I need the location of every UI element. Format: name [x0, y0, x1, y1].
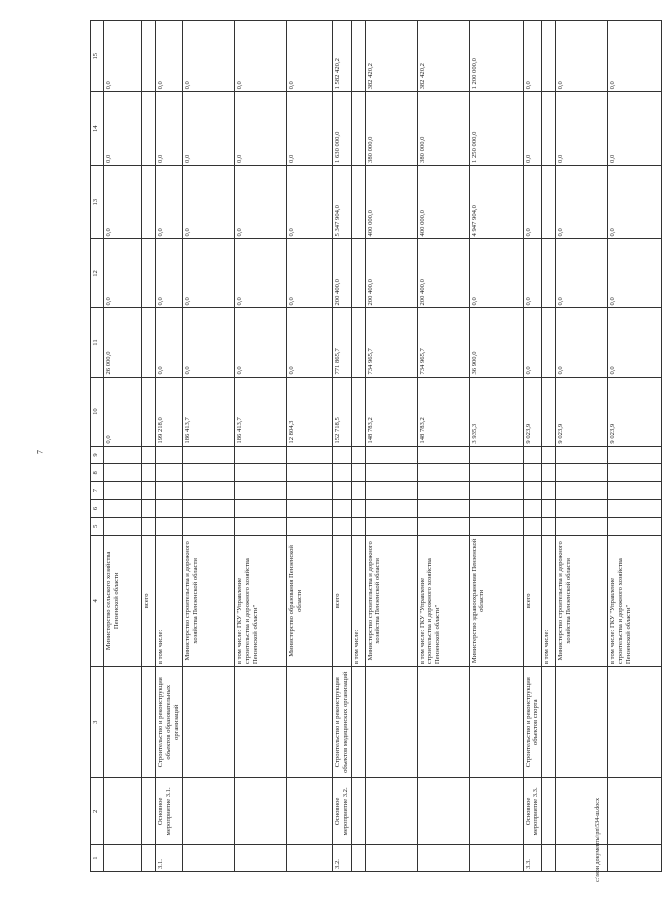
column-header: 5 [91, 517, 104, 535]
table-cell [365, 778, 417, 845]
table-cell: в том числе: ГКУ "Управление строительства и дорожного хозяйства Пензенской области" [417, 535, 469, 666]
table-cell [417, 464, 469, 482]
table-cell [234, 446, 286, 464]
table-cell [469, 482, 523, 500]
table-cell: 199 218,0 [156, 377, 183, 446]
table-cell [286, 500, 332, 518]
table-cell [469, 446, 523, 464]
table-cell: в том числе: ГКУ "Управление строительства и дорожного хозяйства Пензенской области" [608, 535, 662, 666]
column-header: 9 [91, 446, 104, 464]
table-cell [332, 482, 351, 500]
column-header: 15 [91, 21, 104, 92]
table-cell: Министерство строительства и дорожного хозяйства Пензенской области [556, 535, 608, 666]
table-cell [234, 464, 286, 482]
column-header: 11 [91, 308, 104, 377]
table-cell [365, 464, 417, 482]
table-cell [156, 446, 183, 464]
table-cell [351, 500, 365, 518]
column-header: 6 [91, 500, 104, 518]
table-cell: 380 000,0 [417, 92, 469, 166]
table-cell [542, 500, 556, 518]
table-row [156, 21, 183, 872]
table-cell: 0,0 [156, 165, 183, 239]
table-cell: 0,0 [182, 92, 234, 166]
table-cell [156, 482, 183, 500]
table-cell [608, 500, 662, 518]
table-row [523, 21, 542, 872]
table-cell: Министерство сельского хозяйства Пензенской области [104, 535, 142, 666]
table-cell: 382 420,2 [417, 21, 469, 92]
table-cell [104, 778, 142, 845]
table-cell [608, 517, 662, 535]
table-cell [142, 517, 156, 535]
table-cell: 3 935,3 [469, 377, 523, 446]
table-cell [142, 21, 156, 92]
table-row [542, 21, 556, 872]
table-cell [234, 500, 286, 518]
table-cell: 0,0 [182, 21, 234, 92]
table-row [332, 21, 351, 872]
table-cell [142, 482, 156, 500]
table-cell: 148 783,2 [417, 377, 469, 446]
column-header: 8 [91, 464, 104, 482]
table-cell [156, 517, 183, 535]
table-cell [142, 377, 156, 446]
table-cell: всего [142, 535, 156, 666]
table-cell [469, 778, 523, 845]
table-cell [542, 239, 556, 308]
table-cell [351, 778, 365, 845]
table-cell: Строительство и реконструкция объектов спорта [523, 667, 542, 778]
table-cell [417, 446, 469, 464]
table-cell: 0,0 [104, 377, 142, 446]
table-cell: 0,0 [523, 165, 542, 239]
column-header: 3 [91, 667, 104, 778]
table-cell [234, 778, 286, 845]
table-cell: 152 718,5 [332, 377, 351, 446]
table-cell: Основное мероприятие 3.1. [156, 778, 183, 845]
table-cell [469, 464, 523, 482]
table-cell [142, 464, 156, 482]
table-cell [142, 165, 156, 239]
table-cell [608, 778, 662, 845]
table-cell: 734 965,7 [365, 308, 417, 377]
table-cell: 0,0 [608, 308, 662, 377]
table-cell: 400 000,0 [365, 165, 417, 239]
table-cell [608, 667, 662, 778]
table-cell: 0,0 [104, 165, 142, 239]
table-cell [286, 845, 332, 872]
table-cell: 0,0 [556, 92, 608, 166]
table-cell [182, 667, 234, 778]
table-cell [365, 667, 417, 778]
table-cell: 0,0 [556, 165, 608, 239]
table-cell: 200 400,0 [332, 239, 351, 308]
rotated-table-container [90, 20, 633, 872]
table-cell [234, 517, 286, 535]
table-cell: 1 250 000,0 [469, 92, 523, 166]
table-cell [523, 446, 542, 464]
table-cell [104, 464, 142, 482]
table-cell [608, 464, 662, 482]
table-cell [156, 464, 183, 482]
table-cell [542, 778, 556, 845]
table-cell [104, 667, 142, 778]
table-cell [332, 500, 351, 518]
table-cell: 1 630 000,0 [332, 92, 351, 166]
table-cell [142, 667, 156, 778]
table-cell [286, 482, 332, 500]
table-cell: 3.3. [523, 845, 542, 872]
column-header: 4 [91, 535, 104, 666]
table-cell [523, 482, 542, 500]
table-cell [556, 517, 608, 535]
table-cell [286, 464, 332, 482]
table-cell [351, 482, 365, 500]
table-cell [542, 21, 556, 92]
table-row [286, 21, 332, 872]
column-header: 13 [91, 165, 104, 239]
table-cell [556, 667, 608, 778]
table-cell: 4 947 904,0 [469, 165, 523, 239]
table-cell [142, 308, 156, 377]
table-cell [542, 845, 556, 872]
table-cell [142, 92, 156, 166]
column-header: 12 [91, 239, 104, 308]
table-cell: 186 413,7 [182, 377, 234, 446]
table-cell [351, 377, 365, 446]
table-cell [365, 500, 417, 518]
table-cell: 380 000,0 [365, 92, 417, 166]
table-cell [332, 517, 351, 535]
table-cell [286, 517, 332, 535]
table-cell [142, 446, 156, 464]
table-cell [142, 778, 156, 845]
table-cell: 771 865,7 [332, 308, 351, 377]
table-cell: 0,0 [286, 92, 332, 166]
table-cell [523, 500, 542, 518]
table-cell: 0,0 [556, 21, 608, 92]
table-cell: 200 400,0 [365, 239, 417, 308]
table-cell [332, 464, 351, 482]
table-cell [182, 446, 234, 464]
table-cell: 0,0 [286, 21, 332, 92]
table-cell [156, 500, 183, 518]
table-cell: 0,0 [523, 239, 542, 308]
table-cell [104, 446, 142, 464]
table-cell: 186 413,7 [234, 377, 286, 446]
table-cell: 0,0 [156, 239, 183, 308]
table-cell [142, 845, 156, 872]
table-cell: Основное мероприятие 3.2. [332, 778, 351, 845]
table-cell: Министерство строительства и дорожного хозяйства Пензенской области [182, 535, 234, 666]
table-cell: 148 783,2 [365, 377, 417, 446]
table-body [104, 21, 662, 872]
table-row [608, 21, 662, 872]
table-cell: 1 200 000,0 [469, 21, 523, 92]
table-cell: Министерство строительства и дорожного хозяйства Пензенской области [365, 535, 417, 666]
table-cell [417, 667, 469, 778]
footer-file-path: с:\мои документы\рп\534-ш.docx [595, 798, 601, 882]
table-cell: 0,0 [104, 21, 142, 92]
table-cell: 5 347 904,0 [332, 165, 351, 239]
table-cell [182, 500, 234, 518]
table-cell [556, 482, 608, 500]
table-cell: 0,0 [182, 308, 234, 377]
table-cell: в том числе: [542, 535, 556, 666]
table-cell [351, 165, 365, 239]
table-cell [182, 464, 234, 482]
table-cell: 0,0 [523, 21, 542, 92]
program-table [90, 20, 662, 872]
table-row [182, 21, 234, 872]
table-cell: 400 000,0 [417, 165, 469, 239]
table-cell: 3.2. [332, 845, 351, 872]
table-row [469, 21, 523, 872]
table-cell: 0,0 [286, 239, 332, 308]
table-cell [182, 845, 234, 872]
table-row [365, 21, 417, 872]
table-cell: 26 000,0 [104, 308, 142, 377]
table-cell: 3.1. [156, 845, 183, 872]
table-cell [182, 778, 234, 845]
table-cell: 0,0 [608, 239, 662, 308]
table-row [417, 21, 469, 872]
table-cell [351, 92, 365, 166]
table-cell: 1 582 420,2 [332, 21, 351, 92]
table-cell [556, 464, 608, 482]
table-cell: 0,0 [104, 239, 142, 308]
table-cell [417, 778, 469, 845]
table-cell [182, 482, 234, 500]
table-cell: 200 400,0 [417, 239, 469, 308]
table-cell: 0,0 [234, 92, 286, 166]
table-cell [351, 667, 365, 778]
table-cell: 0,0 [156, 21, 183, 92]
table-cell [523, 464, 542, 482]
table-cell: Строительство и реконструкция объектов образовательных организаций [156, 667, 183, 778]
table-cell: в том числе: ГКУ "Управление строительства и дорожного хозяйства Пензенской области" [234, 535, 286, 666]
table-cell [351, 308, 365, 377]
table-cell [469, 517, 523, 535]
table-cell [365, 517, 417, 535]
table-cell [182, 517, 234, 535]
table-cell [365, 446, 417, 464]
table-cell: 36 900,0 [469, 308, 523, 377]
table-cell [104, 482, 142, 500]
table-cell: 0,0 [523, 92, 542, 166]
table-cell: 0,0 [608, 21, 662, 92]
table-cell: 9 023,9 [523, 377, 542, 446]
table-cell: 0,0 [182, 165, 234, 239]
table-cell [417, 517, 469, 535]
table-cell [542, 464, 556, 482]
column-header: 1 [91, 845, 104, 872]
table-viewport [90, 20, 633, 872]
table-cell [556, 446, 608, 464]
table-cell: 0,0 [556, 308, 608, 377]
table-cell [142, 500, 156, 518]
table-cell [142, 239, 156, 308]
table-row [351, 21, 365, 872]
table-cell [542, 377, 556, 446]
table-cell: в том числе: [156, 535, 183, 666]
table-cell [542, 482, 556, 500]
table-cell: Министерство здравоохранения Пензенской области [469, 535, 523, 666]
table-cell [542, 517, 556, 535]
table-cell [286, 778, 332, 845]
table-cell [234, 667, 286, 778]
table-cell: 0,0 [156, 308, 183, 377]
table-cell: 0,0 [182, 239, 234, 308]
table-cell: 9 023,9 [608, 377, 662, 446]
table-cell [417, 482, 469, 500]
table-cell [542, 446, 556, 464]
table-cell [286, 446, 332, 464]
table-cell [542, 165, 556, 239]
table-cell [417, 845, 469, 872]
table-row [234, 21, 286, 872]
table-cell [608, 845, 662, 872]
table-cell: Строительство и реконструкция объектов медицинских организаций [332, 667, 351, 778]
table-cell [351, 517, 365, 535]
header-row [91, 21, 104, 872]
column-header: 10 [91, 377, 104, 446]
table-cell [608, 482, 662, 500]
table-cell [469, 500, 523, 518]
page-number: 7 [35, 450, 45, 454]
table-cell [351, 446, 365, 464]
table-cell [365, 845, 417, 872]
table-cell [104, 845, 142, 872]
table-cell [608, 446, 662, 464]
table-cell: 9 023,9 [556, 377, 608, 446]
table-cell [351, 21, 365, 92]
table-cell: 0,0 [469, 239, 523, 308]
table-cell: 734 965,7 [417, 308, 469, 377]
table-cell [523, 517, 542, 535]
table-cell: 0,0 [608, 92, 662, 166]
table-cell [556, 500, 608, 518]
table-cell [104, 517, 142, 535]
table-cell [234, 482, 286, 500]
table-cell: 0,0 [523, 308, 542, 377]
table-cell: 0,0 [286, 165, 332, 239]
table-cell: Министерство образования Пензенской области [286, 535, 332, 666]
table-cell [542, 308, 556, 377]
table-cell [351, 464, 365, 482]
table-cell [104, 500, 142, 518]
table-cell: в том числе: [351, 535, 365, 666]
table-cell [417, 500, 469, 518]
column-header: 14 [91, 92, 104, 166]
table-cell [365, 482, 417, 500]
table-cell: всего [523, 535, 542, 666]
table-cell: 0,0 [234, 21, 286, 92]
table-cell [351, 845, 365, 872]
table-cell: Основное мероприятие 3.3. [523, 778, 542, 845]
table-cell [332, 446, 351, 464]
table-cell: 0,0 [234, 165, 286, 239]
table-cell: 0,0 [234, 239, 286, 308]
table-cell [542, 92, 556, 166]
table-row [104, 21, 142, 872]
table-cell: 0,0 [608, 165, 662, 239]
table-row [556, 21, 608, 872]
table-cell: 12 804,3 [286, 377, 332, 446]
column-header: 2 [91, 778, 104, 845]
table-cell: 0,0 [556, 239, 608, 308]
table-cell: 382 420,2 [365, 21, 417, 92]
table-cell: 0,0 [286, 308, 332, 377]
table-cell [469, 845, 523, 872]
table-row [142, 21, 156, 872]
table-cell [351, 239, 365, 308]
table-cell: 0,0 [156, 92, 183, 166]
table-cell: 0,0 [234, 308, 286, 377]
table-cell [542, 667, 556, 778]
table-cell [469, 667, 523, 778]
column-header: 7 [91, 482, 104, 500]
table-cell [234, 845, 286, 872]
table-cell [286, 667, 332, 778]
table-cell: 0,0 [104, 92, 142, 166]
table-cell: всего [332, 535, 351, 666]
